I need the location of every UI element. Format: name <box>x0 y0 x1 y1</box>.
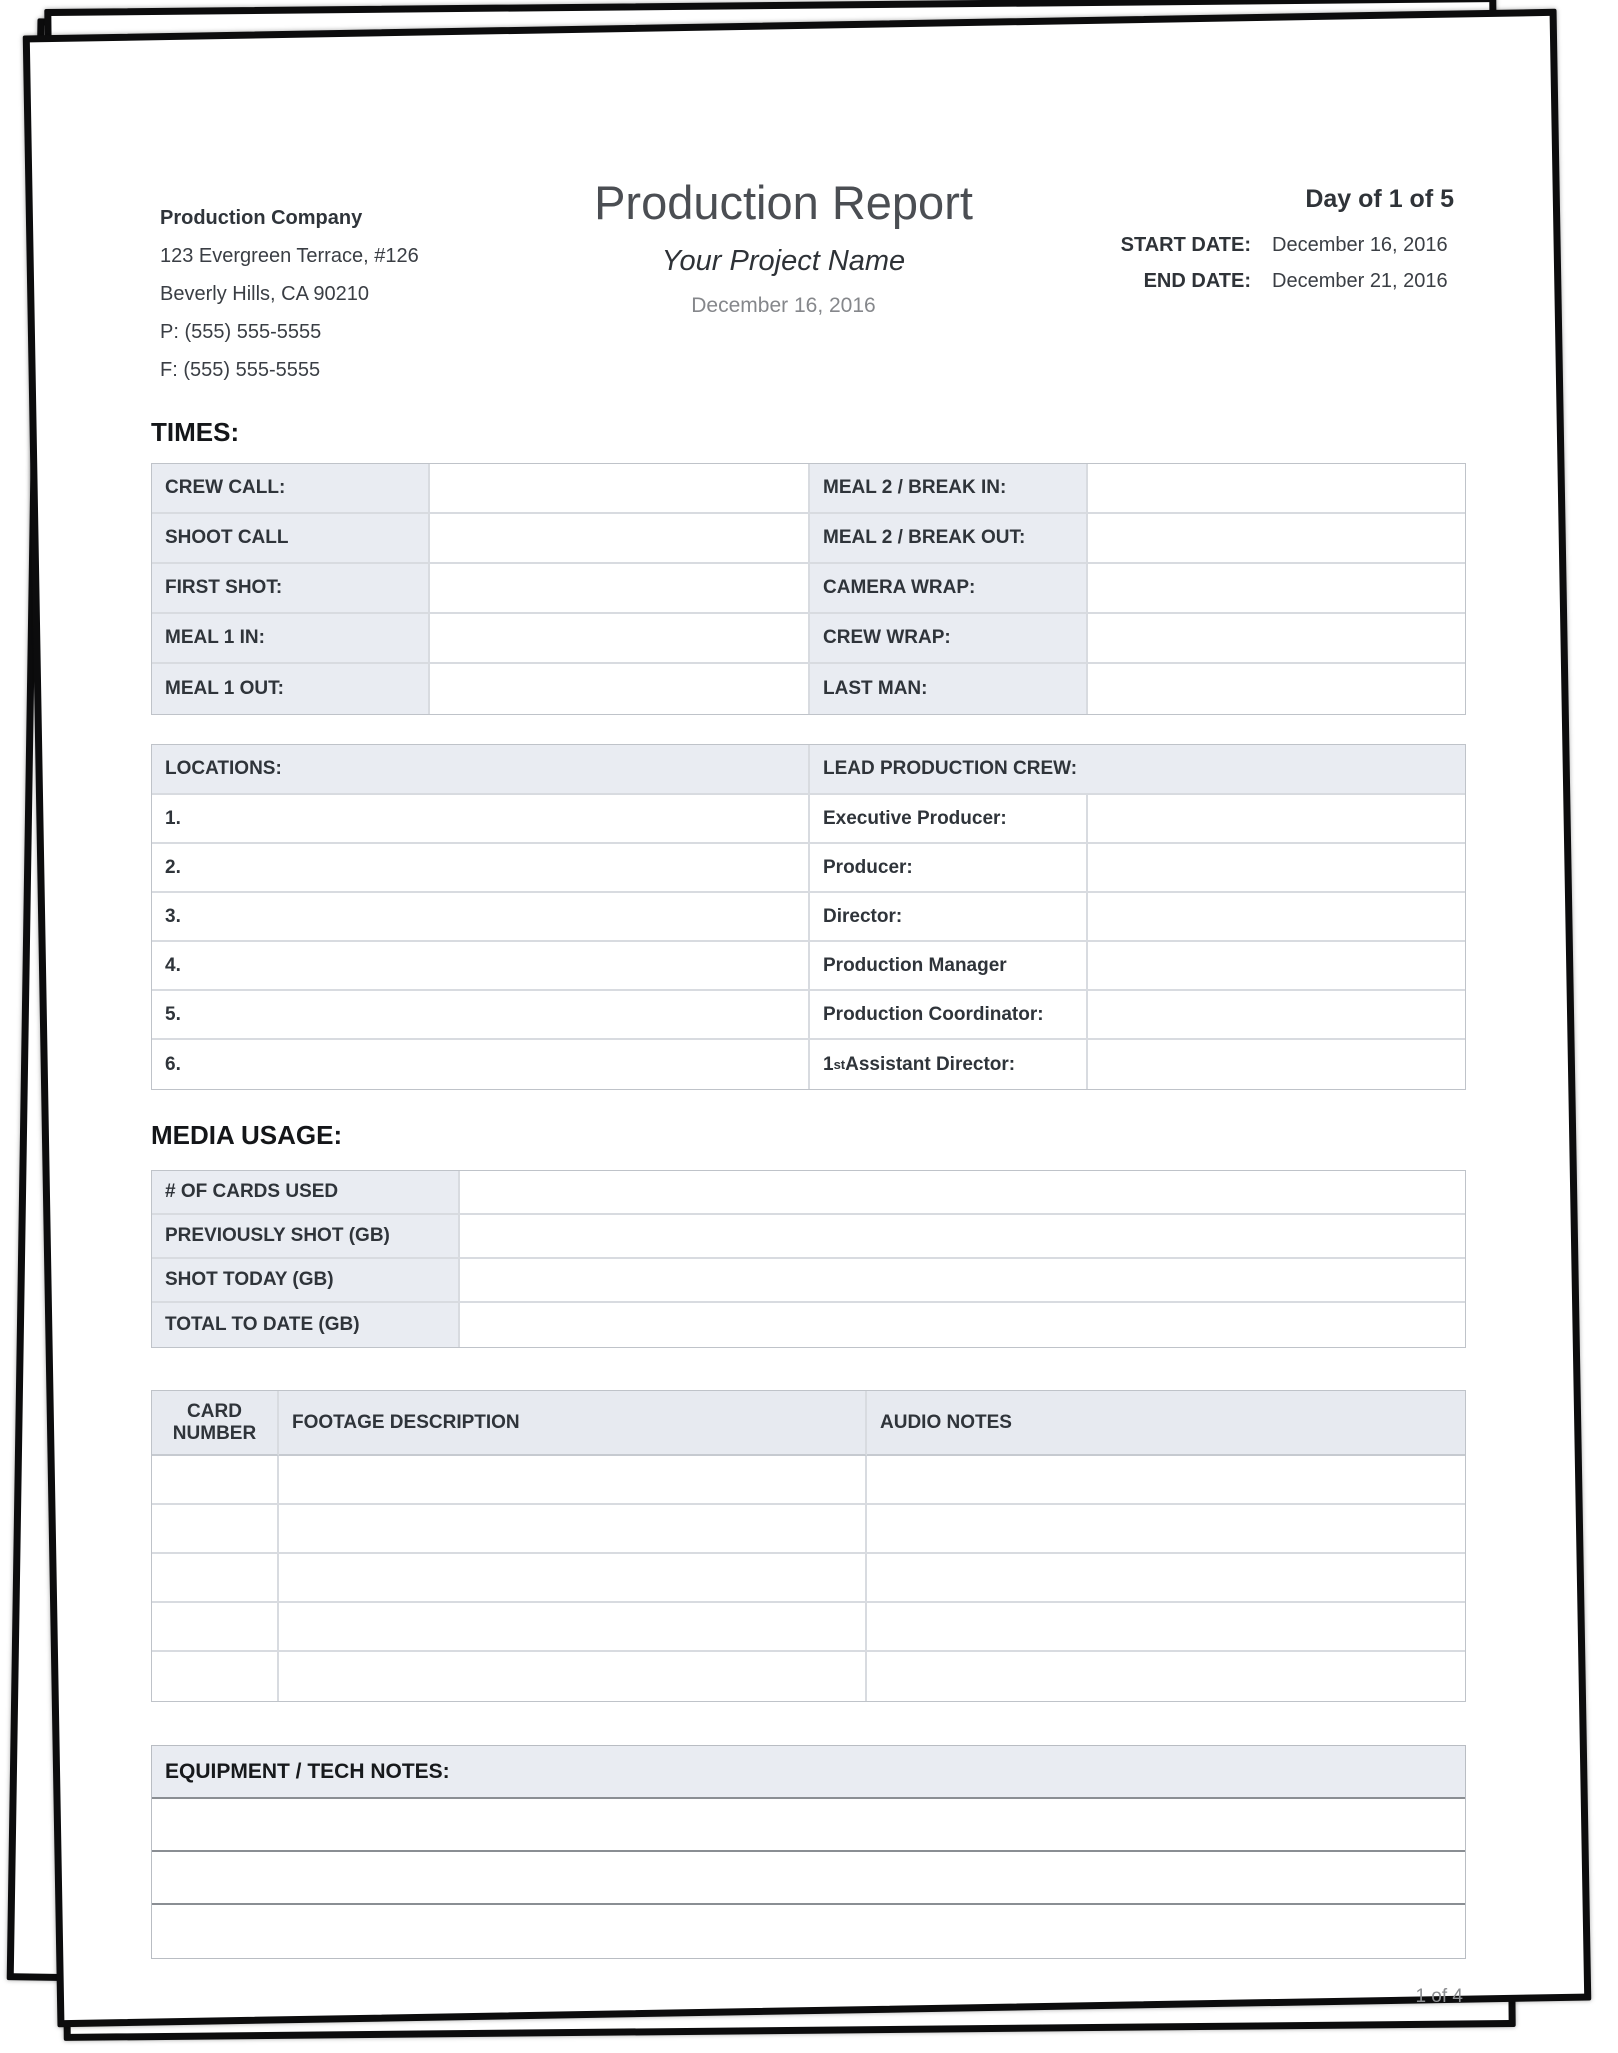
audio-notes-field[interactable] <box>867 1456 1465 1505</box>
card-number-field[interactable] <box>152 1652 279 1701</box>
times-field-last-man[interactable] <box>1088 664 1465 714</box>
equipment-notes-field[interactable] <box>152 1799 1465 1852</box>
equipment-notes-table <box>151 1745 1466 1959</box>
crew-label-producer <box>810 844 1088 893</box>
times-label-camera-wrap: CAMERA WRAP: <box>810 564 1088 614</box>
crew-label-text: Executive Producer: <box>823 807 1007 829</box>
document-header <box>151 169 1466 391</box>
crew-field-production-coordinator[interactable] <box>1088 991 1465 1040</box>
location-field-1[interactable]: 1. <box>152 795 810 844</box>
project-name: Your Project Name <box>661 245 906 277</box>
media-field-shot-today[interactable] <box>460 1259 1465 1303</box>
times-field-crew-wrap[interactable] <box>1088 614 1465 664</box>
media-label-total-to-date: TOTAL TO DATE (GB) <box>152 1303 460 1347</box>
location-field-2[interactable]: 2. <box>152 844 810 893</box>
audio-notes-field[interactable] <box>867 1652 1465 1701</box>
media-usage-heading: MEDIA USAGE: <box>151 1120 343 1150</box>
footage-description-field[interactable] <box>279 1554 867 1603</box>
locations-crew-table <box>151 744 1466 1090</box>
times-field-shoot-call[interactable] <box>430 514 810 564</box>
crew-label-production-coordinator <box>810 991 1088 1040</box>
media-usage-table <box>151 1170 1466 1348</box>
location-field-3[interactable]: 3. <box>152 893 810 942</box>
crew-label-director <box>810 893 1088 942</box>
times-label-crew-wrap: CREW WRAP: <box>810 614 1088 664</box>
audio-notes-field[interactable] <box>867 1505 1465 1554</box>
crew-label-executive-producer <box>810 795 1088 844</box>
company-name: Production Company <box>160 207 363 229</box>
audio-notes-field[interactable] <box>867 1603 1465 1652</box>
company-phone: P: (555) 555-5555 <box>160 321 322 343</box>
dates-block <box>1046 183 1466 391</box>
audio-notes-field[interactable] <box>867 1554 1465 1603</box>
times-field-meal1-in[interactable] <box>430 614 810 664</box>
crew-field-production-manager[interactable] <box>1088 942 1465 991</box>
times-label-meal1-in: MEAL 1 IN: <box>152 614 430 664</box>
crew-label-num: 1 <box>823 1053 834 1075</box>
equipment-notes-field[interactable] <box>152 1852 1465 1905</box>
times-table <box>151 463 1466 715</box>
crew-label-text: Producer: <box>823 856 913 878</box>
times-label-first-shot: FIRST SHOT: <box>152 564 430 614</box>
company-fax: F: (555) 555-5555 <box>160 359 321 381</box>
audio-notes-column-header: AUDIO NOTES <box>867 1391 1465 1456</box>
times-label-shoot-call: SHOOT CALL <box>152 514 430 564</box>
title-block <box>521 177 1046 391</box>
times-field-meal2-in[interactable] <box>1088 464 1465 514</box>
crew-label-first-assistant-director: 1 st Assistant Director: <box>810 1040 1088 1089</box>
crew-label-text: Director: <box>823 905 903 927</box>
times-label-meal2-in: MEAL 2 / BREAK IN: <box>810 464 1088 514</box>
times-label-crew-call: CREW CALL: <box>152 464 430 514</box>
media-field-cards-used[interactable] <box>460 1171 1465 1215</box>
crew-label-text: Production Coordinator: <box>823 1003 1044 1025</box>
card-number-field[interactable] <box>152 1554 279 1603</box>
times-field-meal2-out[interactable] <box>1088 514 1465 564</box>
locations-header: LOCATIONS: <box>152 745 810 795</box>
card-log-table <box>151 1390 1466 1702</box>
footage-description-column-header: FOOTAGE DESCRIPTION <box>279 1391 867 1456</box>
crew-label-text: Production Manager <box>823 954 1007 976</box>
card-number-field[interactable] <box>152 1505 279 1554</box>
times-heading: TIMES: <box>151 417 240 447</box>
page-number: 1 of 4 <box>1415 1986 1463 2007</box>
times-label-last-man: LAST MAN: <box>810 664 1088 714</box>
lead-crew-header: LEAD PRODUCTION CREW: <box>810 745 1465 795</box>
start-date-label: START DATE: <box>1120 234 1251 256</box>
times-field-camera-wrap[interactable] <box>1088 564 1465 614</box>
footage-description-field[interactable] <box>279 1456 867 1505</box>
company-address-line1: 123 Evergreen Terrace, #126 <box>160 245 419 267</box>
page-front <box>23 9 1592 2027</box>
report-content <box>151 29 1466 2009</box>
report-date: December 16, 2016 <box>691 294 876 317</box>
times-field-meal1-out[interactable] <box>430 664 810 714</box>
start-date-row <box>1046 231 1454 259</box>
crew-label-text: Assistant Director: <box>845 1053 1016 1075</box>
media-field-total-to-date[interactable] <box>460 1303 1465 1347</box>
equipment-notes-header: EQUIPMENT / TECH NOTES: <box>152 1746 1465 1799</box>
card-number-field[interactable] <box>152 1456 279 1505</box>
media-label-previously-shot: PREVIOUSLY SHOT (GB) <box>152 1215 460 1259</box>
footage-description-field[interactable] <box>279 1603 867 1652</box>
card-number-column-header: CARD NUMBER <box>152 1391 279 1456</box>
crew-field-first-assistant-director[interactable] <box>1088 1040 1465 1089</box>
end-date-label: END DATE: <box>1143 270 1251 292</box>
equipment-notes-field[interactable] <box>152 1905 1465 1958</box>
media-label-shot-today: SHOT TODAY (GB) <box>152 1259 460 1303</box>
start-date-value: December 16, 2016 <box>1272 234 1448 256</box>
page-title: Production Report <box>594 176 973 229</box>
crew-field-producer[interactable] <box>1088 844 1465 893</box>
location-field-4[interactable]: 4. <box>152 942 810 991</box>
times-label-meal1-out: MEAL 1 OUT: <box>152 664 430 714</box>
times-field-crew-call[interactable] <box>430 464 810 514</box>
company-address-line2: Beverly Hills, CA 90210 <box>160 283 369 305</box>
media-field-previously-shot[interactable] <box>460 1215 1465 1259</box>
card-number-field[interactable] <box>152 1603 279 1652</box>
media-label-cards-used: # OF CARDS USED <box>152 1171 460 1215</box>
times-field-first-shot[interactable] <box>430 564 810 614</box>
footage-description-field[interactable] <box>279 1505 867 1554</box>
crew-label-production-manager <box>810 942 1088 991</box>
location-field-5[interactable]: 5. <box>152 991 810 1040</box>
crew-field-director[interactable] <box>1088 893 1465 942</box>
company-block <box>151 199 521 391</box>
end-date-row <box>1046 267 1454 295</box>
day-of-label: Day of 1 of 5 <box>1305 185 1454 213</box>
end-date-value: December 21, 2016 <box>1272 270 1448 292</box>
times-label-meal2-out: MEAL 2 / BREAK OUT: <box>810 514 1088 564</box>
crew-field-executive-producer[interactable] <box>1088 795 1465 844</box>
location-field-6[interactable]: 6. <box>152 1040 810 1089</box>
footage-description-field[interactable] <box>279 1652 867 1701</box>
sheet <box>47 29 1567 2007</box>
